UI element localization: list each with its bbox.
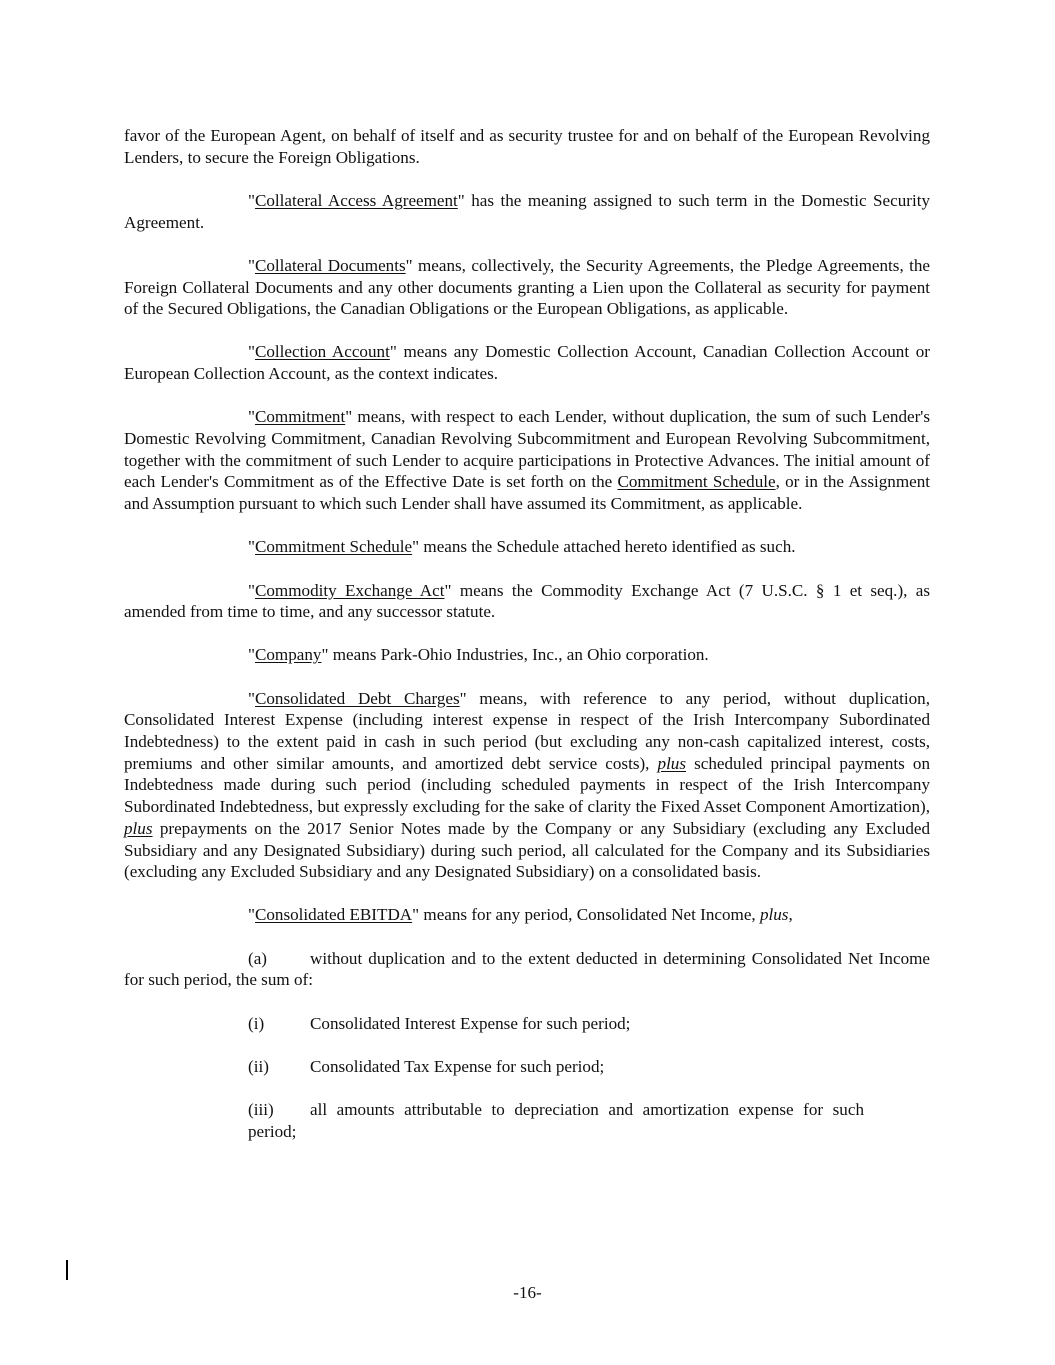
plus-emphasis: plus [124, 818, 153, 838]
clause-item-ii: (ii) Consolidated Tax Expense for such period; [248, 1056, 605, 1076]
defined-term: Collateral Access Agreement [254, 190, 458, 210]
revision-margin-bar [66, 1260, 68, 1280]
definition-collateral-access-agreement: "Collateral Access Agreement" has the meaning assigned to such term in the Domestic Security Agreement. [124, 190, 930, 232]
clause-a: (a) without duplication and to the extent deducted in determining Consolidated Net Income for such period, the sum of: [124, 948, 930, 990]
page-number: -16- [513, 1283, 542, 1302]
defined-term: Consolidated Debt Charges [254, 688, 460, 708]
cross-reference: Commitment Schedule [617, 472, 776, 492]
definition-collection-account: "Collection Account" means any Domestic Collection Account, Canadian Collection Account or European Collection Account, as the context indicates. [124, 342, 930, 384]
definition-company: "Company" means Park-Ohio Industries, Inc., an Ohio corporation. [248, 645, 709, 665]
clause-label: (iii) [248, 1100, 274, 1119]
document-body [124, 125, 930, 1164]
definition-collateral-documents: "Collateral Documents" means, collectively, the Security Agreements, the Pledge Agreements, the Foreign Collateral Documents and any other documents granting a Lien upon the Collateral as security for payment of the Secured Obligations, the Canadian Obligations or the European Obligations, as applicable. [124, 255, 930, 319]
defined-term: Commitment [254, 407, 346, 427]
defined-term: Company [254, 645, 322, 665]
paragraph-continuation: favor of the European Agent, on behalf of itself and as security trustee for and on behalf of the European Revolving Lenders, to secure the Foreign Obligations. [124, 126, 930, 167]
plus-emphasis: plus [759, 905, 789, 925]
defined-term: Commodity Exchange Act [254, 580, 445, 600]
plus-emphasis: plus [657, 753, 687, 773]
definition-consolidated-ebitda: "Consolidated EBITDA" means for any period, Consolidated Net Income, plus, [248, 905, 793, 925]
definition-consolidated-debt-charges: "Consolidated Debt Charges" means, with reference to any period, without duplication, Consolidated Interest Expense (including interest expense in respect of the Irish Intercompany Subordinated Indebtedness) to the extent paid in cash in such period (but excluding any non-cash capitalized interest, costs, premiums and other similar amounts, and amortized debt service costs), plus scheduled principal payments on Indebtedness made during such period (including scheduled payments in respect of the Irish Intercompany Subordinated Indebtedness, but expressly excluding for the sake of clarity the Fixed Asset Component Amortization), plus prepayments on the 2017 Senior Notes made by the Company or any Subsidiary (excluding any Excluded Subsidiary and any Designated Subsidiary) during such period, all calculated for the Company and its Subsidiaries (excluding any Excluded Subsidiary and any Designated Subsidiary) on a consolidated basis. [124, 688, 930, 882]
definition-commitment: "Commitment" means, with respect to each Lender, without duplication, the sum of such Lender's Domestic Revolving Commitment, Canadian Revolving Subcommitment and European Revolving Subcommitment, together with the commitment of such Lender to acquire participations in Protective Advances. The initial amount of each Lender's Commitment as of the Effective Date is set forth on the Commitment Schedule, or in the Assignment and Assumption pursuant to which such Lender shall have assumed its Commitment, as applicable. [124, 407, 930, 514]
definition-commodity-exchange-act: "Commodity Exchange Act" means the Commodity Exchange Act (7 U.S.C. § 1 et seq.), as amended from time to time, and any successor statute. [124, 580, 931, 622]
clause-item-i: (i) Consolidated Interest Expense for such period; [248, 1013, 631, 1033]
defined-term: Commitment Schedule [254, 537, 413, 557]
clause-item-iii: (iii) all amounts attributable to depreciation and amortization expense for such period; [248, 1100, 864, 1141]
definition-commitment-schedule: "Commitment Schedule" means the Schedule attached hereto identified as such. [248, 537, 796, 557]
clause-label: (i) [248, 1013, 265, 1033]
clause-label: (ii) [248, 1056, 269, 1076]
defined-term: Collateral Documents [254, 255, 406, 275]
defined-term: Collection Account [254, 342, 390, 362]
defined-term: Consolidated EBITDA [254, 905, 413, 925]
clause-label: (a) [248, 948, 267, 968]
